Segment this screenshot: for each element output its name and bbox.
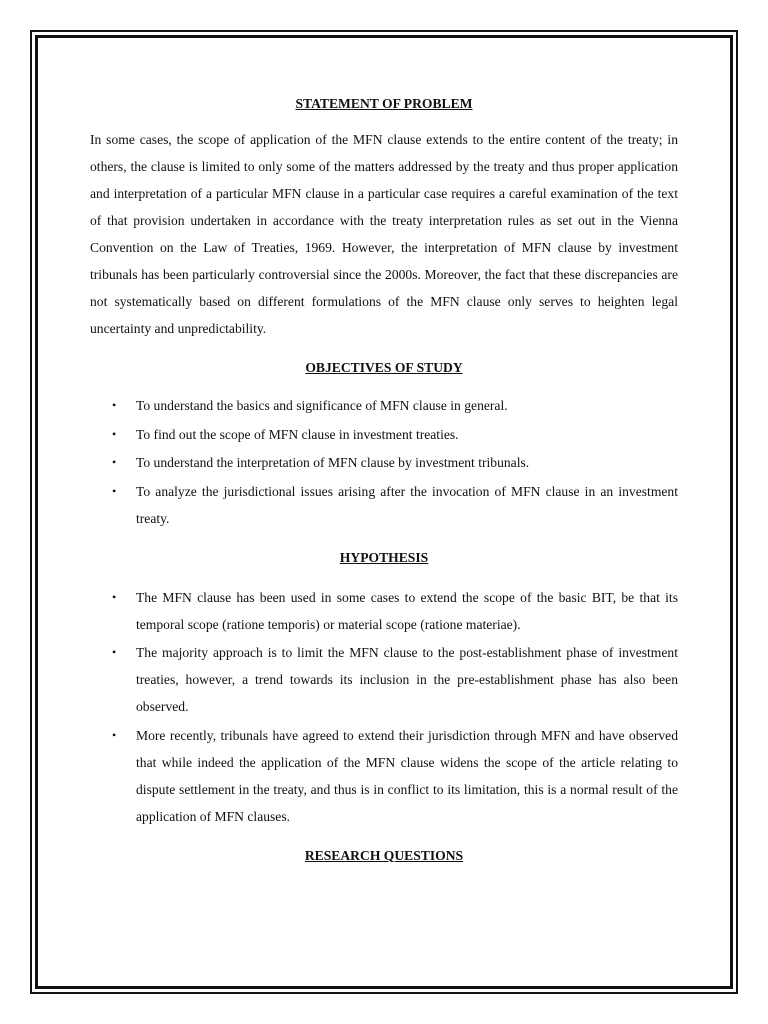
objective-text: To find out the scope of MFN clause in investment treaties. xyxy=(136,426,459,442)
hypothesis-list xyxy=(90,584,678,830)
bullet-icon: • xyxy=(112,483,117,498)
hypothesis-item xyxy=(90,722,678,830)
objective-text: To understand the interpretation of MFN clause by investment tribunals. xyxy=(136,455,530,470)
hypothesis-heading: HYPOTHESIS xyxy=(339,549,429,565)
bullet-icon: • xyxy=(112,398,117,412)
bullet-icon: • xyxy=(112,426,117,441)
objective-item xyxy=(90,449,678,476)
bullet-icon: • xyxy=(112,645,117,659)
hypothesis-text: The MFN clause has been used in some cases to extend the scope of the basic BIT, be that its temporal scope (ratione temporis) or material scope (ratione materiae). xyxy=(136,589,678,632)
objectives-list xyxy=(90,392,678,532)
objectives-heading: OBJECTIVES OF STUDY xyxy=(305,360,463,375)
hypothesis-text: The majority approach is to limit the MFN clause to the post-establishment phase of investment treaties, however, a trend towards its inclusion in the pre-establishment phase has also been observed. xyxy=(136,645,678,714)
objective-item xyxy=(90,421,678,448)
statement-of-problem-heading: STATEMENT OF PROBLEM xyxy=(295,96,473,111)
objective-text: To analyze the jurisdictional issues arising after the invocation of MFN clause in an investment treaty. xyxy=(136,483,678,526)
hypothesis-item xyxy=(90,639,678,720)
hypothesis-text: More recently, tribunals have agreed to extend their jurisdiction through MFN and have observed that while indeed the application of the MFN clause widens the scope of the article relating to dispute settlement in the treaty, and thus is in conflict to its limitation, this is a normal result of the application of MFN clauses. xyxy=(136,727,678,824)
objective-item xyxy=(90,478,678,532)
bullet-icon: • xyxy=(112,727,117,742)
bullet-icon: • xyxy=(112,589,117,604)
hypothesis-item xyxy=(90,584,678,638)
document-body xyxy=(90,90,678,868)
objective-text: To understand the basics and significance of MFN clause in general. xyxy=(136,398,508,413)
research-questions-heading: RESEARCH QUESTIONS xyxy=(304,847,464,863)
bullet-icon: • xyxy=(112,455,117,469)
statement-of-problem-paragraph: In some cases, the scope of application of the MFN clause extends to the entire content of the treaty; in others, the clause is limited to only some of the matters addressed by the treaty and thus proper application and interpretation of a particular MFN clause in a particular case requires a careful examination of the text of that provision undertaken in accordance with the treaty interpretation rules as set out in the Vienna Convention on the Law of Treaties, 1969. However, the interpretation of MFN clause by investment tribunals has been particularly controversial since the 2000s. Moreover, the fact that these discrepancies are not systematically based on different formulations of the MFN clause only serves to heighten legal uncertainty and unpredictability. xyxy=(90,132,678,336)
objective-item xyxy=(90,392,678,419)
